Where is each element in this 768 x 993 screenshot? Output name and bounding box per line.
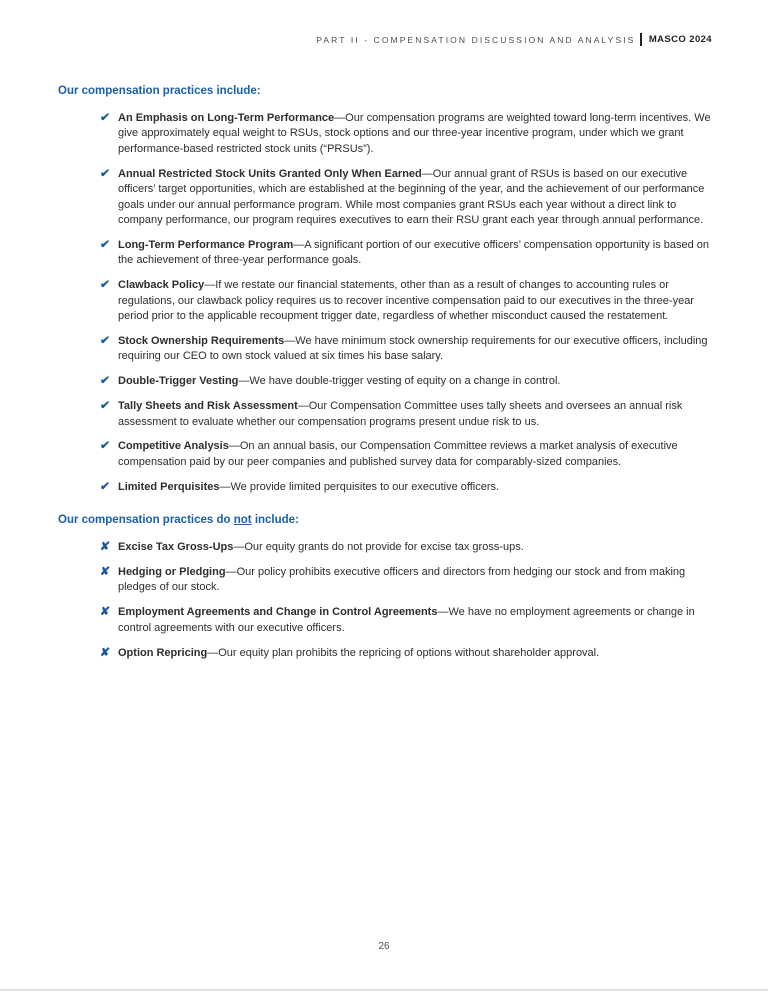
- cross-icon: ✘: [99, 541, 111, 554]
- item-title: Excise Tax Gross-Ups: [118, 541, 234, 554]
- check-icon: ✔: [99, 238, 111, 251]
- list-item: [58, 646, 711, 661]
- item-title: Hedging or Pledging: [118, 566, 226, 579]
- item-title: Annual Restricted Stock Units Granted Only When Earned: [118, 167, 422, 180]
- list-item-text: [118, 334, 711, 365]
- item-title: Tally Sheets and Risk Assessment: [118, 400, 298, 413]
- list-item-text: [118, 167, 711, 229]
- item-body: —We have no employment agreements or change in control agreements with our executive officers.: [118, 606, 695, 634]
- header-brand: MASCO 2024: [648, 34, 712, 45]
- item-title: Option Repricing: [118, 646, 208, 659]
- check-icon: ✔: [99, 440, 111, 453]
- item-body: —Our Compensation Committee uses tally sheets and oversees an annual risk assessment to evaluate whether our compensation programs present undue risk to us.: [118, 400, 683, 428]
- check-icon: ✔: [99, 112, 111, 124]
- list-item: [58, 439, 711, 470]
- item-title: Double-Trigger Vesting: [118, 375, 239, 388]
- item-title: Limited Perquisites: [118, 480, 220, 493]
- heading-text: include:: [251, 514, 299, 527]
- list-item: [58, 238, 711, 269]
- item-body: —We have double-trigger vesting of equity on a change in control.: [238, 375, 561, 388]
- list-item-text: [118, 111, 711, 157]
- check-icon: ✔: [99, 480, 111, 493]
- section-heading-not-include: [58, 513, 711, 527]
- list-item-text: [118, 374, 711, 389]
- cross-icon: ✘: [99, 646, 111, 659]
- list-item: [58, 334, 711, 365]
- item-title: Employment Agreements and Change in Control Agreements: [118, 606, 438, 619]
- footer-rule: [0, 989, 768, 991]
- practices-include-list: [58, 111, 711, 495]
- heading-text: Our compensation practices do: [58, 514, 234, 527]
- list-item-text: [118, 646, 711, 661]
- list-item: [58, 540, 711, 555]
- check-icon: ✔: [99, 400, 111, 413]
- item-body: —Our annual grant of RSUs is based on our executive officers’ target opportunities, which are established at the beginning of the year, and the achievement of our performance goals under our annual performance program. While most companies grant RSUs each year without a direct link to company performance, our program requires executives to earn their RSU grant each year through annual performance.: [118, 167, 705, 226]
- practices-not-include-list: [58, 540, 711, 661]
- list-item: [58, 278, 711, 324]
- page-content: [58, 84, 711, 671]
- list-item-text: [118, 439, 711, 470]
- item-body: —Our equity grants do not provide for excise tax gross-ups.: [233, 541, 524, 554]
- item-body: —Our policy prohibits executive officers and directors from hedging our stock and from making pledges of our stock.: [118, 566, 686, 594]
- header-part-label: PART II - COMPENSATION DISCUSSION AND ANALYSIS: [316, 34, 636, 45]
- item-body: —A significant portion of our executive officers’ compensation opportunity is based on the achievement of three-year performance goals.: [118, 238, 710, 267]
- item-body: —We have minimum stock ownership requirements for our executive officers, including requiring our CEO to own stock valued at six times his base salary.: [118, 334, 708, 363]
- item-title: Clawback Policy: [118, 279, 205, 292]
- item-body: —If we restate our financial statements, other than as a result of changes to accounting rules or regulations, our clawback policy requires us to recover incentive compensation paid to our executives in the three-year period prior to the applicable recoupment trigger date, regardless of whether misconduct caused the restatement.: [118, 279, 694, 322]
- item-body: —On an annual basis, our Compensation Committee reviews a market analysis of executive compensation paid by our peer companies and published survey data for comparably-sized companies.: [118, 440, 678, 468]
- item-body: —We provide limited perquisites to our executive officers.: [219, 480, 500, 493]
- list-item-text: [118, 278, 711, 324]
- list-item: [58, 480, 711, 495]
- item-title: An Emphasis on Long-Term Performance: [118, 112, 335, 124]
- list-item: [58, 565, 711, 596]
- list-item-text: [118, 399, 711, 430]
- list-item-text: [118, 480, 711, 495]
- header-divider: [640, 33, 641, 46]
- list-item: [58, 167, 711, 229]
- check-icon: ✔: [99, 279, 111, 292]
- list-item-text: [118, 605, 711, 636]
- item-title: Competitive Analysis: [118, 440, 229, 453]
- list-item-text: [118, 238, 711, 269]
- check-icon: ✔: [99, 334, 111, 347]
- section-heading-include: Our compensation practices include:: [58, 85, 261, 97]
- page-number: 26: [378, 941, 390, 952]
- item-body: —Our compensation programs are weighted toward long-term incentives. We give approximately equal weight to RSUs, stock options and our three-year incentive program, under which we grant performance-based restricted stock units (“PRSUs”).: [118, 112, 711, 155]
- list-item: [58, 399, 711, 430]
- item-title: Long-Term Performance Program: [118, 238, 294, 251]
- list-item: [58, 605, 711, 636]
- item-title: Stock Ownership Requirements: [118, 334, 285, 347]
- cross-icon: ✘: [99, 606, 111, 619]
- check-icon: ✔: [99, 375, 111, 388]
- list-item: [58, 374, 711, 389]
- page-header: [58, 33, 712, 46]
- list-item: [58, 111, 711, 157]
- list-item-text: [118, 540, 711, 555]
- cross-icon: ✘: [99, 566, 111, 579]
- check-icon: ✔: [99, 167, 111, 180]
- list-item-text: [118, 565, 711, 596]
- item-body: —Our equity plan prohibits the repricing of options without shareholder approval.: [207, 646, 600, 659]
- heading-underlined-word: not: [233, 514, 252, 527]
